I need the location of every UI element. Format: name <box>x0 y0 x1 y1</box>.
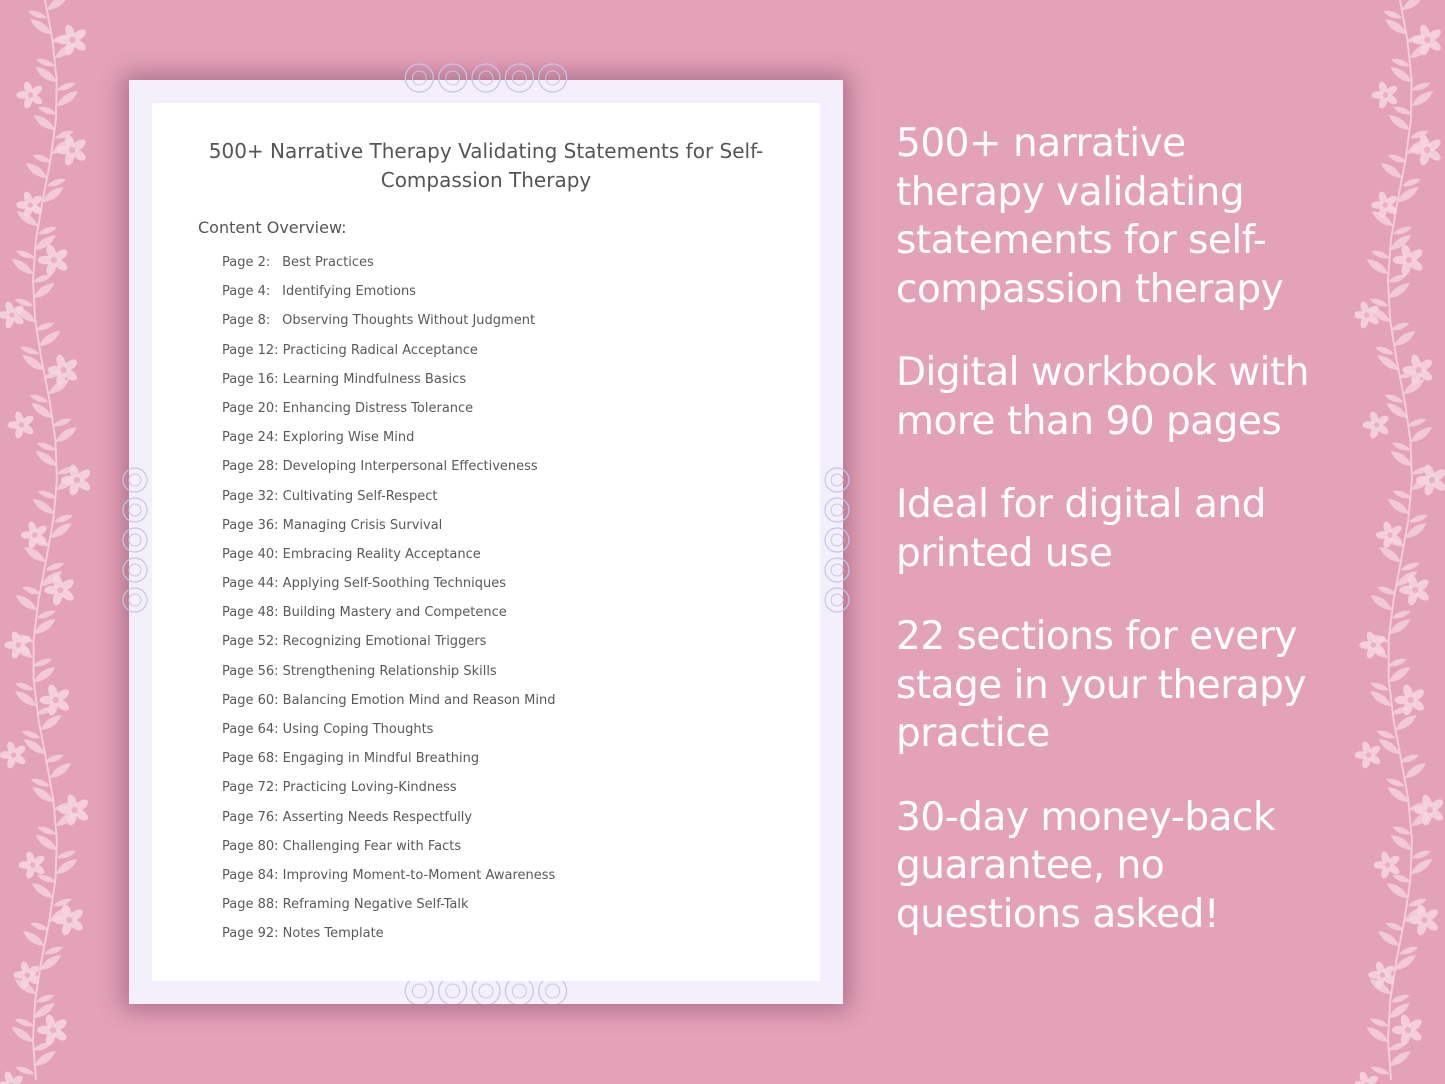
toc-item <box>222 313 556 342</box>
toc-title: Embracing Reality Acceptance <box>282 546 481 562</box>
toc-page-number: Page 24: <box>222 430 279 446</box>
toc-item <box>222 255 556 284</box>
document-page-content <box>152 103 820 981</box>
toc-item <box>222 780 556 809</box>
toc-item <box>222 810 556 839</box>
document-preview-page <box>129 80 843 1004</box>
table-of-contents <box>222 255 556 956</box>
toc-item <box>222 664 556 693</box>
toc-title: Recognizing Emotional Triggers <box>282 634 487 650</box>
toc-title: Balancing Emotion Mind and Reason Mind <box>282 692 556 708</box>
toc-title: Enhancing Distress Tolerance <box>282 400 474 416</box>
toc-page-number: Page 80: <box>222 838 279 854</box>
toc-item <box>222 605 556 634</box>
toc-page-number: Page 56: <box>222 663 279 679</box>
toc-item <box>222 576 556 605</box>
toc-page-number: Page 88: <box>222 897 279 913</box>
document-title: 500+ Narrative Therapy Validating Statements for Self-Compassion Therapy <box>208 139 764 192</box>
feature-usage: Ideal for digital and printed use <box>896 482 1266 576</box>
toc-page-number: Page 72: <box>222 780 279 796</box>
mandala-ornament-right <box>819 450 855 630</box>
toc-title: Using Coping Thoughts <box>282 722 434 737</box>
toc-item <box>222 401 556 430</box>
toc-page-number: Page 16: <box>222 371 279 387</box>
mandala-ornament-left <box>117 450 153 630</box>
toc-item <box>222 751 556 780</box>
toc-page-number: Page 12: <box>222 342 279 358</box>
toc-title: Identifying Emotions <box>282 284 416 300</box>
toc-page-number: Page 92: <box>222 926 279 942</box>
toc-title: Improving Moment-to-Moment Awareness <box>282 867 556 883</box>
toc-page-number: Page 36: <box>222 517 279 533</box>
toc-item <box>222 372 556 401</box>
toc-item <box>222 897 556 926</box>
toc-title: Exploring Wise Mind <box>282 430 415 446</box>
toc-page-number: Page 2: <box>222 255 271 270</box>
toc-title: Asserting Needs Respectfully <box>282 809 473 825</box>
content-overview-label: Content Overview: <box>198 218 347 237</box>
toc-title: Cultivating Self-Respect <box>282 488 438 504</box>
toc-item <box>222 693 556 722</box>
toc-title: Managing Crisis Survival <box>282 517 443 533</box>
toc-item <box>222 489 556 518</box>
toc-title: Practicing Radical Acceptance <box>282 342 478 358</box>
feature-sections: 22 sections for every stage in your therapy practice <box>896 614 1306 756</box>
toc-page-number: Page 84: <box>222 867 279 883</box>
toc-page-number: Page 68: <box>222 751 279 767</box>
toc-item <box>222 926 556 955</box>
toc-item <box>222 868 556 897</box>
toc-title: Notes Template <box>282 926 384 942</box>
toc-page-number: Page 4: <box>222 284 271 300</box>
toc-title: Developing Interpersonal Effectiveness <box>282 459 538 475</box>
floral-vine-left-decoration <box>0 0 90 1084</box>
floral-vine-right-decoration <box>1355 0 1445 1084</box>
toc-item <box>222 518 556 547</box>
toc-item <box>222 459 556 488</box>
toc-title: Challenging Fear with Facts <box>282 838 462 854</box>
toc-title: Practicing Loving-Kindness <box>282 780 457 796</box>
toc-item <box>222 839 556 868</box>
toc-page-number: Page 60: <box>222 692 279 708</box>
toc-title: Strengthening Relationship Skills <box>282 663 497 679</box>
toc-title: Applying Self-Soothing Techniques <box>282 576 506 592</box>
feature-list <box>896 120 1326 974</box>
toc-title: Learning Mindfulness Basics <box>282 371 467 387</box>
feature-guarantee: 30-day money-back guarantee, no questions asked! <box>896 794 1276 937</box>
toc-page-number: Page 32: <box>222 488 279 504</box>
toc-page-number: Page 52: <box>222 634 279 650</box>
mandala-ornament-top <box>386 50 586 106</box>
toc-item <box>222 722 556 751</box>
toc-item <box>222 284 556 313</box>
mandala-ornament-bottom <box>386 978 586 1004</box>
toc-page-number: Page 48: <box>222 605 279 621</box>
toc-page-number: Page 64: <box>222 722 279 737</box>
toc-title: Best Practices <box>282 255 374 270</box>
feature-page-count: Digital workbook with more than 90 pages <box>896 350 1309 444</box>
toc-title: Reframing Negative Self-Talk <box>282 897 469 913</box>
toc-page-number: Page 28: <box>222 459 279 475</box>
toc-item <box>222 430 556 459</box>
toc-item <box>222 547 556 576</box>
toc-page-number: Page 76: <box>222 809 279 825</box>
toc-page-number: Page 40: <box>222 546 279 562</box>
toc-page-number: Page 20: <box>222 400 279 416</box>
toc-page-number: Page 44: <box>222 576 279 592</box>
toc-page-number: Page 8: <box>222 313 271 329</box>
feature-statements-count: 500+ narrative therapy validating statements for self-compassion therapy <box>896 121 1284 312</box>
toc-item <box>222 634 556 663</box>
toc-title: Building Mastery and Competence <box>282 605 507 621</box>
toc-title: Observing Thoughts Without Judgment <box>282 313 536 329</box>
toc-title: Engaging in Mindful Breathing <box>282 751 480 767</box>
toc-item <box>222 343 556 372</box>
